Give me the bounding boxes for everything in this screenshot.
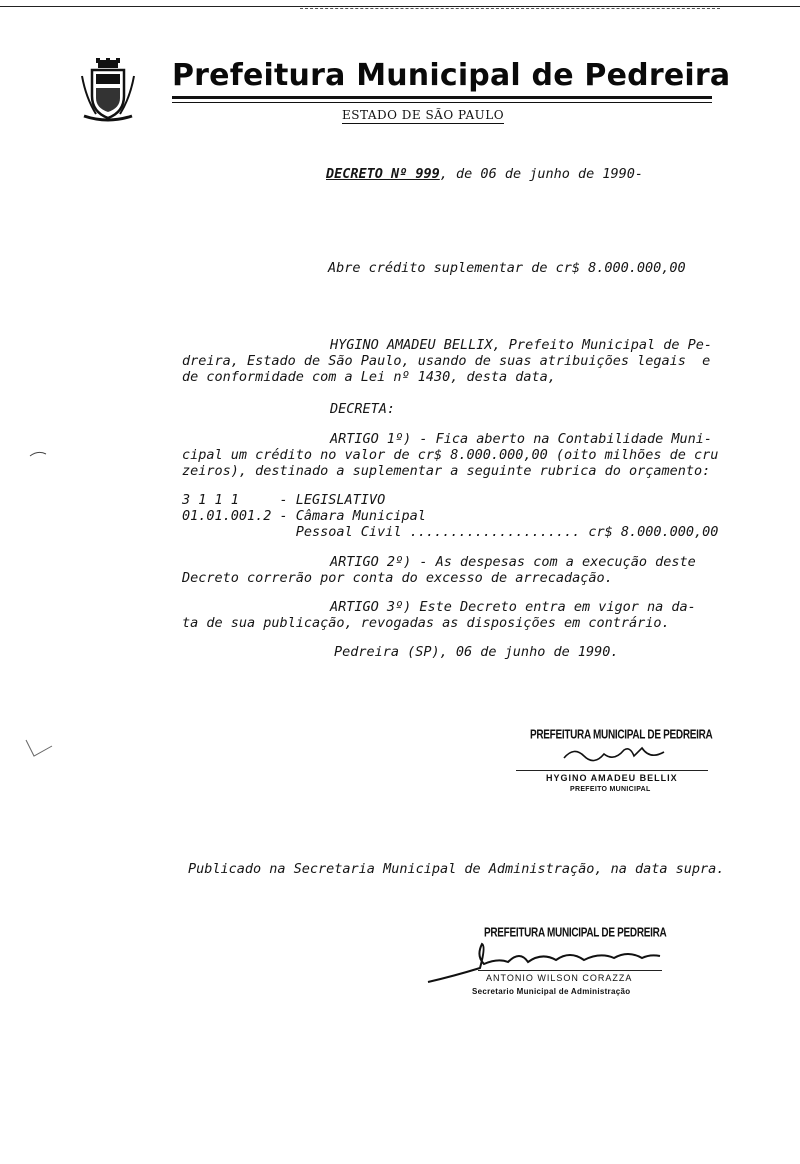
official-stamp: PREFEITURA MUNICIPAL DE PEDREIRA — [484, 926, 667, 941]
artigo3-line: ARTIGO 3º) Este Decreto entra em vigor na da- — [330, 599, 696, 615]
signature-line — [516, 770, 708, 771]
publication-note: Publicado na Secretaria Municipal de Administração, na data supra. — [188, 861, 725, 877]
scan-edge-dashed — [300, 8, 720, 9]
title-rule-thin — [172, 102, 712, 103]
preamble-line: dreira, Estado de São Paulo, usando de suas atribuições legais e — [182, 353, 711, 369]
signature-line — [478, 970, 662, 971]
preamble-line: de conformidade com a Lei nº 1430, desta data, — [182, 369, 556, 385]
scan-mark — [24, 736, 54, 760]
signatory-name: ANTONIO WILSON CORAZZA — [486, 973, 633, 983]
official-stamp: PREFEITURA MUNICIPAL DE PEDREIRA — [530, 728, 713, 743]
artigo3-line: ta de sua publicação, revogadas as disposições em contrário. — [182, 615, 670, 631]
budget-line: 3 1 1 1 - LEGISLATIVO — [182, 492, 386, 508]
scan-edge — [0, 6, 800, 7]
budget-line: Pessoal Civil ..................... cr$ 8.000.000,00 — [182, 524, 719, 540]
signatory-role: PREFEITO MUNICIPAL — [570, 786, 651, 793]
decree-date: , de 06 de junho de 1990- — [439, 166, 643, 182]
signature-scribble-icon — [560, 742, 670, 766]
artigo2-line: Decreto correrão por conta do excesso de arrecadação. — [182, 570, 613, 586]
state-subtitle: ESTADO DE SÃO PAULO — [342, 108, 505, 122]
signatory-role: Secretario Municipal de Administração — [472, 987, 631, 996]
decreta-label: DECRETA: — [330, 401, 396, 417]
budget-line: 01.01.001.2 - Câmara Municipal — [182, 508, 426, 524]
artigo2-line: ARTIGO 2º) - As despesas com a execução deste — [330, 554, 696, 570]
preamble-line: HYGINO AMADEU BELLIX, Prefeito Municipal de Pe- — [330, 337, 713, 353]
decree-number: DECRETO Nº 999 — [326, 166, 440, 182]
decree-heading — [326, 166, 643, 183]
decree-summary: Abre crédito suplementar de cr$ 8.000.000,00 — [328, 260, 686, 276]
coat-of-arms-icon — [80, 58, 136, 126]
artigo1-line: ARTIGO 1º) - Fica aberto na Contabilidade Muni- — [330, 431, 713, 447]
scan-mark — [28, 448, 48, 458]
artigo1-line: zeiros), destinado a suplementar a seguinte rubrica do orçamento: — [182, 463, 711, 479]
artigo1-line: cipal um crédito no valor de cr$ 8.000.000,00 (oito milhões de cru — [182, 447, 719, 463]
signatory-name: HYGINO AMADEU BELLIX — [546, 773, 678, 783]
title-rule — [172, 96, 712, 99]
page-title: Prefeitura Municipal de Pedreira — [172, 58, 731, 93]
closing-date: Pedreira (SP), 06 de junho de 1990. — [334, 644, 619, 660]
